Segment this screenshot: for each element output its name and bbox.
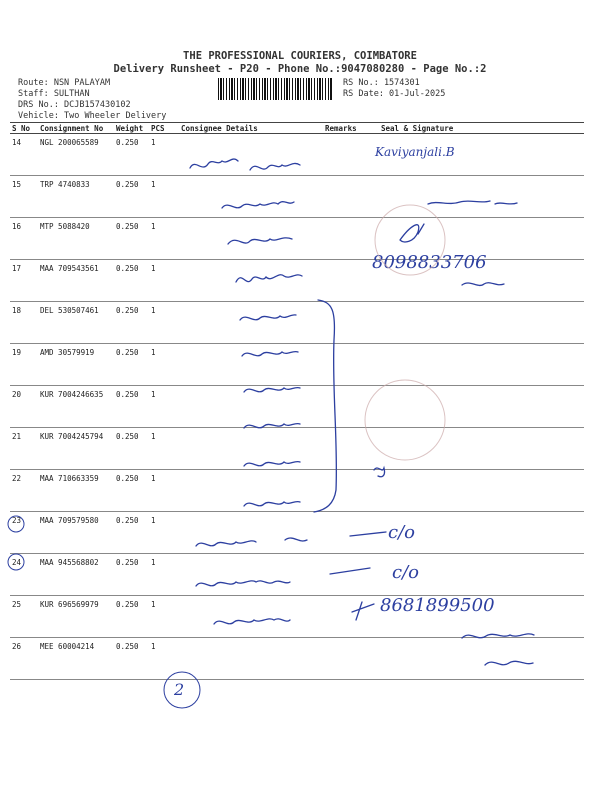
row-weight: 0.250 xyxy=(114,470,149,512)
row-consignment: MAA 710663359 xyxy=(38,470,114,512)
row-weight: 0.250 xyxy=(114,344,149,386)
stamp-circle xyxy=(375,205,445,275)
handwritten-bracket xyxy=(314,300,336,512)
handwritten-remark-15 xyxy=(428,201,517,204)
row-sno: 22 xyxy=(10,470,38,512)
row-weight: 0.250 xyxy=(114,638,149,680)
row-sno: 16 xyxy=(10,218,38,260)
row-weight: 0.250 xyxy=(114,134,149,176)
company-title: THE PROFESSIONAL COURIERS, COIMBATORE xyxy=(183,50,417,62)
row-sno: 20 xyxy=(10,386,38,428)
row-pcs: 1 xyxy=(149,386,179,428)
row-consignment: NGL 200065589 xyxy=(38,134,114,176)
handwritten-sign-26b xyxy=(485,661,533,665)
row-sno: 17 xyxy=(10,260,38,302)
handwritten-tick-22 xyxy=(374,468,385,477)
row-pcs: 1 xyxy=(149,596,179,638)
row-weight: 0.250 xyxy=(114,302,149,344)
handwritten-name-22 xyxy=(244,462,300,466)
row-consignment: MAA 709543561 xyxy=(38,260,114,302)
row-consignment: KUR 7004246635 xyxy=(38,386,114,428)
rs-number: RS No.: 1574301 xyxy=(343,78,420,88)
row-pcs: 1 xyxy=(149,218,179,260)
row-sno: 19 xyxy=(10,344,38,386)
row-consignment: MAA 945568802 xyxy=(38,554,114,596)
col-remarks: Remarks xyxy=(323,123,379,134)
row-pcs: 1 xyxy=(149,302,179,344)
handwritten-phone-26: 8681899500 xyxy=(380,595,495,616)
row-consignment: MEE 60004214 xyxy=(38,638,114,680)
row-pcs: 1 xyxy=(149,428,179,470)
runsheet-subtitle: Delivery Runsheet - P20 - Phone No.:9047080280 - Page No.:2 xyxy=(113,63,487,75)
row-consignment: MTP 5088420 xyxy=(38,218,114,260)
row-sno: 24 xyxy=(10,554,38,596)
row-weight: 0.250 xyxy=(114,386,149,428)
handwritten-name-18 xyxy=(240,315,296,320)
col-signature: Seal & Signature xyxy=(379,123,584,134)
row-sno: 23 xyxy=(10,512,38,554)
row-pcs: 1 xyxy=(149,638,179,680)
row-sno: 15 xyxy=(10,176,38,218)
col-consignment: Consignment No xyxy=(38,123,114,134)
row-weight: 0.250 xyxy=(114,428,149,470)
row-pcs: 1 xyxy=(149,554,179,596)
row-consignment: MAA 709579580 xyxy=(38,512,114,554)
row-weight: 0.250 xyxy=(114,218,149,260)
handwritten-name-15 xyxy=(222,202,294,208)
row-consignment: KUR 696569979 xyxy=(38,596,114,638)
handwritten-name-24 xyxy=(196,538,307,546)
handwritten-page-mark: 2 xyxy=(174,680,185,699)
handwritten-name-26 xyxy=(214,619,290,624)
row-sno: 21 xyxy=(10,428,38,470)
handwritten-name-17b xyxy=(462,283,504,286)
col-weight: Weight xyxy=(114,123,149,134)
staff-label: Staff: SULTHAN xyxy=(18,89,90,99)
row-consignment: AMD 30579919 xyxy=(38,344,114,386)
handwritten-sign-26a xyxy=(462,634,534,638)
handwritten-co-25: c/o xyxy=(392,562,419,583)
row-sno: 18 xyxy=(10,302,38,344)
handwritten-name-14 xyxy=(190,159,300,170)
row-pcs: 1 xyxy=(149,176,179,218)
row-pcs: 1 xyxy=(149,134,179,176)
handwritten-name-16 xyxy=(228,238,292,244)
handwritten-phone-17: 8098833706 xyxy=(372,252,487,273)
stamp-circle-2 xyxy=(365,380,445,460)
handwritten-scribble-16 xyxy=(400,224,424,242)
circle-mark-25 xyxy=(8,554,24,570)
handwritten-name-17 xyxy=(236,275,302,282)
row-pcs: 1 xyxy=(149,470,179,512)
row-pcs: 1 xyxy=(149,260,179,302)
handwritten-name-23 xyxy=(244,502,300,506)
handwritten-co-24: c/o xyxy=(388,522,415,543)
row-weight: 0.250 xyxy=(114,554,149,596)
row-weight: 0.250 xyxy=(114,512,149,554)
row-consignment: KUR 7004245794 xyxy=(38,428,114,470)
row-sno: 25 xyxy=(10,596,38,638)
handwritten-name-25 xyxy=(196,581,290,586)
row-sno: 26 xyxy=(10,638,38,680)
route-label: Route: NSN PALAYAM xyxy=(18,78,111,88)
handwritten-dash-25 xyxy=(330,568,370,574)
rs-date: RS Date: 01-Jul-2025 xyxy=(343,89,446,99)
handwritten-arrow-26 xyxy=(352,602,374,620)
drs-label: DRS No.: DCJB157430102 xyxy=(18,100,131,110)
row-pcs: 1 xyxy=(149,512,179,554)
row-weight: 0.250 xyxy=(114,260,149,302)
row-pcs: 1 xyxy=(149,344,179,386)
row-weight: 0.250 xyxy=(114,176,149,218)
handwritten-name-21 xyxy=(244,424,300,428)
col-pcs: PCS xyxy=(149,123,179,134)
col-sno: S No xyxy=(10,123,38,134)
row-consignment: DEL 530507461 xyxy=(38,302,114,344)
vehicle-label: Vehicle: Two Wheeler Delivery xyxy=(18,111,167,121)
handwritten-name-20 xyxy=(244,388,300,392)
handwritten-dash-24 xyxy=(350,532,386,536)
row-consignment: TRP 4740833 xyxy=(38,176,114,218)
circle-mark-24 xyxy=(8,516,24,532)
row-weight: 0.250 xyxy=(114,596,149,638)
row-sno: 14 xyxy=(10,134,38,176)
handwritten-signature-14: Kaviyanjali.B xyxy=(375,145,455,159)
handwritten-name-19 xyxy=(242,352,298,356)
col-consignee: Consignee Details xyxy=(179,123,323,134)
